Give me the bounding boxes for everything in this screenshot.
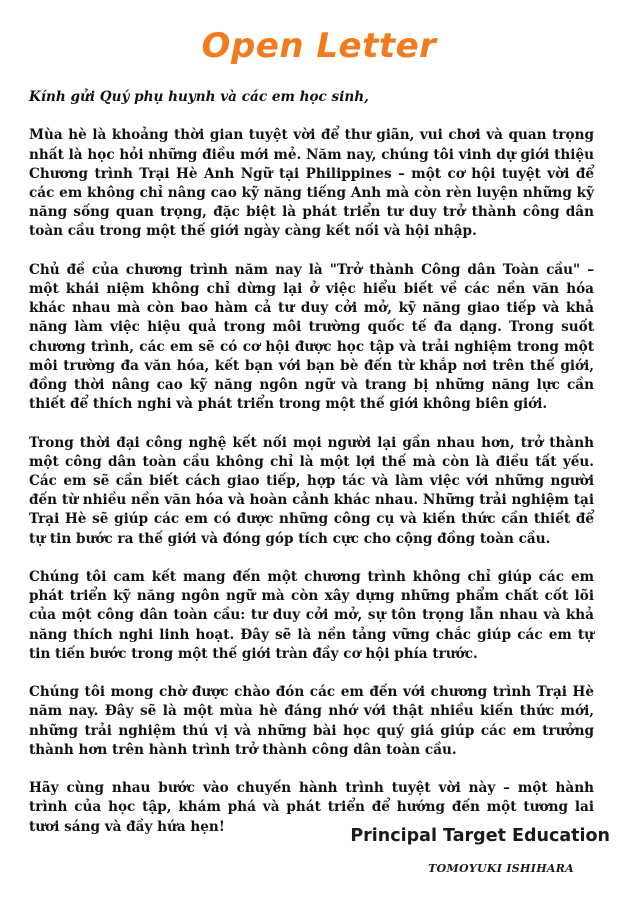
paragraph-4: Chúng tôi cam kết mang đến một chương trình không chỉ giúp các em phát triển kỹ năng ngôn ngữ mà còn xây dựng những phẩm chất cốt lõi của một công dân toàn cầu: tư duy cởi mở, sự tôn trọng lẫn nhau và khả năng thích nghi linh hoạt. Đây sẽ là nền tảng vững chắc giúp các em tự tin tiến bước trong một thế giới tràn đầy cơ hội phía trước. [29,569,594,662]
signer-name: TOMOYUKI ISHIHARA [428,862,574,875]
paragraph-1: Mùa hè là khoảng thời gian tuyệt vời để thư giãn, vui chơi và quan trọng nhất là học hỏi những điều mới mẻ. Năm nay, chúng tôi vinh dự giới thiệu Chương trình Trại Hè Anh Ngữ tại Philippines – một cơ hội tuyệt vời để các em không chỉ nâng cao kỹ năng tiếng Anh mà còn rèn luyện những kỹ năng sống quan trọng, đặc biệt là phát triển tư duy trở thành công dân toàn cầu trong một thế giới ngày càng kết nối và hội nhập. [29,127,594,240]
letter-title: Open Letter [201,26,437,66]
organization-name: Principal Target Education [350,826,610,846]
paragraph-5: Chúng tôi mong chờ được chào đón các em đến với chương trình Trại Hè năm nay. Đây sẽ là một mùa hè đáng nhớ với thật nhiều kiến thức mới, những trải nghiệm thú vị và những bài học quý giá giúp các em trưởng thành hơn trên hành trình trở thành công dân toàn cầu. [29,684,594,758]
paragraph-3: Trong thời đại công nghệ kết nối mọi người lại gần nhau hơn, trở thành một công dân toàn cầu không chỉ là một lợi thế mà còn là điều tất yếu. Các em sẽ cần biết cách giao tiếp, hợp tác và làm việc với những người đến từ nhiều nền văn hóa và hoàn cảnh khác nhau. Những trải nghiệm tại Trại Hè sẽ giúp các em có được những công cụ và kiến thức cần thiết để tự tin bước ra thế giới và đóng góp tích cực cho cộng đồng toàn cầu. [29,434,594,547]
greeting: Kính gửi Quý phụ huynh và các em học sinh, [29,89,369,105]
paragraph-6: Hãy cùng nhau bước vào chuyến hành trình tuyệt vời này – một hành trình của học tập, khám phá và phát triển để hướng đến một tương lai tươi sáng và đầy hứa hẹn! [29,780,594,835]
letter-body [29,88,594,856]
paragraph-2: Chủ đề của chương trình năm nay là "Trở thành Công dân Toàn cầu" – một khái niệm không chỉ dừng lại ở việc hiểu biết về các nền văn hóa khác nhau mà còn bao hàm cả tư duy cởi mở, kỹ năng giao tiếp và khả năng làm việc hiệu quả trong môi trường quốc tế đa dạng. Trong suốt chương trình, các em sẽ có cơ hội được học tập và trải nghiệm trong một môi trường đa văn hóa, kết bạn với bạn bè đến từ khắp nơi trên thế giới, đồng thời nâng cao kỹ năng ngôn ngữ và trang bị những năng lực cần thiết để thích nghi và phát triển trong một thế giới không biên giới. [29,261,594,413]
